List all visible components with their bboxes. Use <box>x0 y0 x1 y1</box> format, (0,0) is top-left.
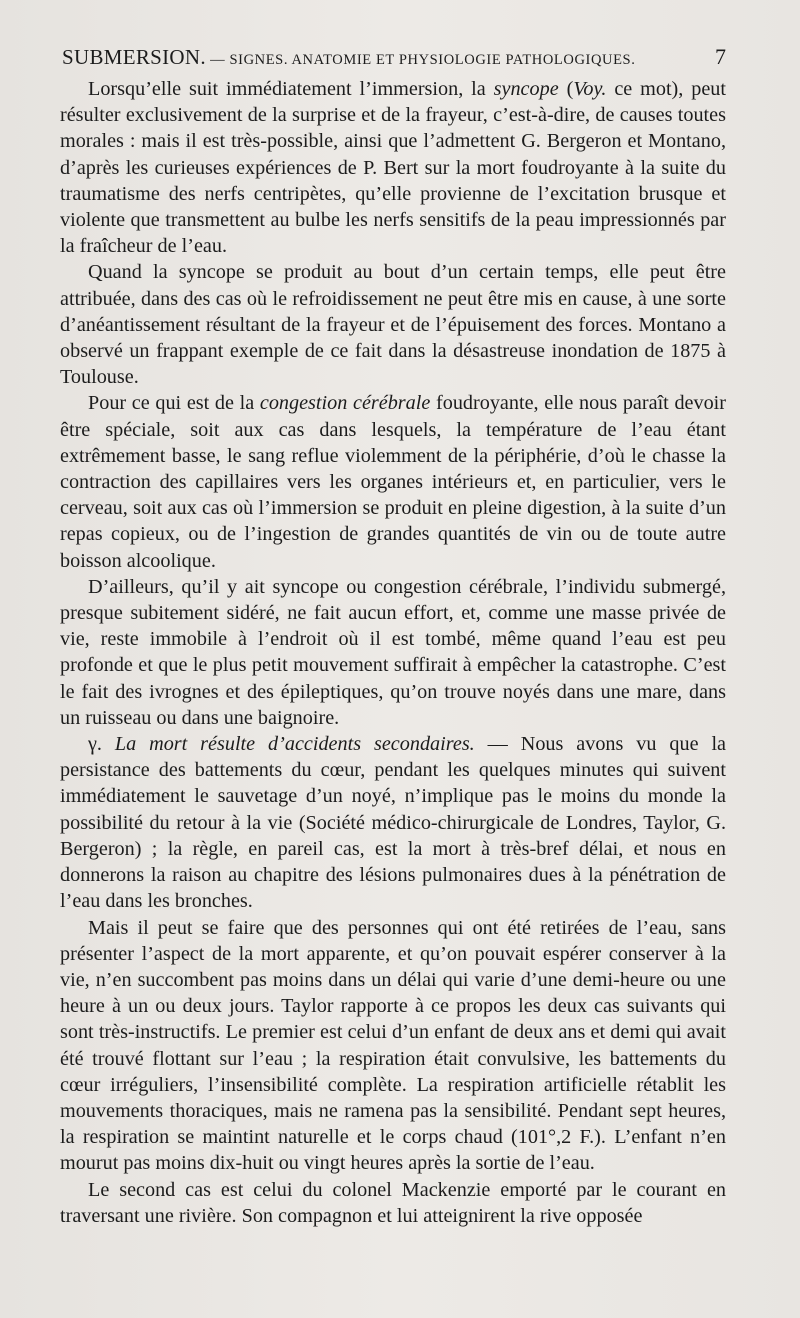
text-run: — Nous avons vu que la persistance des battements du cœur, pendant les quelques minutes qui suivent immédiatement le sauvetage d’un noyé, n’implique pas le moins du monde la possibilité du retour à la vie (Société médico-chirurgicale de Londres, Taylor, G. Bergeron) ; la règle, en pareil cas, est la mort à très-bref délai, et nous en donnerons la raison au chapitre des lésions pulmonaires dues à la pénétration de l’eau dans les bronches. <box>60 733 727 913</box>
paragraph <box>60 731 726 914</box>
italic-text: congestion cérébrale <box>259 392 431 415</box>
text-run: foudroyante, elle nous paraît devoir être spéciale, soit aux cas dans lesquels, la température de l’eau étant extrêmement basse, le sang reflue violemment de la périphérie, d’où le chasse la contraction des capillaires vers les organes intérieurs et, en particulier, vers le cerveau, soit aux cas où l’immersion se produit en pleine digestion, à la suite d’un repas copieux, ou de l’ingestion de grandes quantités de vin ou de toute autre boisson alcoolique. <box>60 392 727 572</box>
italic-text: La mort résulte d’accidents secondaires. <box>114 733 475 756</box>
paragraph <box>60 574 726 731</box>
text-run: Quand la syncope se produit au bout d’un certain temps, elle peut être attribuée, dans des cas où le refroidissement ne peut être mis en cause, à une sorte d’anéantissement résultant de la frayeur et de l’épuisement des forces. Montano a observé un frappant exemple de ce fait dans la désastreuse inondation de 1875 à Toulouse. <box>60 261 726 389</box>
text-run: ce mot), peut résulter exclusivement de la surprise et de la frayeur, c’est-à-dire, de causes toutes morales : mais il est très-possible, ainsi que l’admettent G. Bergeron et Montano, d’après les curieuses expériences de P. Bert sur la mort foudroyante à la suite du traumatisme des nerfs centripètes, qu’elle provienne de l’excitation brusque et violente que transmettent au bulbe les nerfs sensitifs de la peau impressionnés par la fraîcheur de l’eau. <box>60 78 726 258</box>
paragraph <box>60 390 726 573</box>
paragraph <box>60 259 726 390</box>
running-title <box>62 45 635 70</box>
text-run: ( <box>558 78 574 100</box>
body-text <box>60 76 726 1229</box>
italic-text: syncope <box>493 78 559 100</box>
text-run: D’ailleurs, qu’il y ait syncope ou congestion cérébrale, l’individu submergé, presque subitement sidéré, ne fait aucun effort, et, comme une masse privée de vie, reste immobile à l’endroit où il est tombé, même quand l’eau est peu profonde et que le plus petit mouvement suffirait à empêcher la catastrophe. C’est le fait des ivrognes et des épileptiques, qu’on trouve noyés dans une mare, dans un ruisseau ou dans une baignoire. <box>60 575 726 729</box>
paragraph <box>60 1177 726 1229</box>
text-run: Mais il peut se faire que des personnes qui ont été retirées de l’eau, sans présenter l’aspect de la mort apparente, et qu’on pouvait espérer conserver à la vie, n’en succombent pas moins dans un délai qui varie d’une demi-heure ou une heure à un ou deux jours. Taylor rapporte à ce propos les deux cas suivants qui sont très-instructifs. Le premier est celui d’un enfant de deux ans et demi qui avait été trouvé flottant sur l’eau ; la respiration était convulsive, les battements du cœur irréguliers, l’insensibilité complète. La respiration artificielle rétablit les mouvements thoraciques, mais ne ramena pas la sensibilité. Pendant sept heures, la respiration se maintint naturelle et le corps chaud (101°,2 F.). L’enfant n’en mourut pas moins dix-huit ou vingt heures après la sortie de l’eau. <box>60 916 726 1175</box>
running-title-main: SUBMERSION. <box>62 45 206 69</box>
paragraph <box>60 76 726 259</box>
running-title-sub: — SIGNES. ANATOMIE ET PHYSIOLOGIE PATHOLOGIQUES. <box>205 52 636 68</box>
text-run: Lorsqu’elle suit immédiatement l’immersion, la <box>88 78 494 100</box>
italic-text: Voy. <box>573 78 607 100</box>
text-run: Le second cas est celui du colonel Mackenzie emporté par le courant en traversant une rivière. Son compagnon et lui atteignirent la rive opposée <box>60 1178 726 1227</box>
paragraph <box>60 915 726 1177</box>
running-header <box>62 44 726 74</box>
text-run: Pour ce qui est de la <box>88 392 260 415</box>
text-run: γ. <box>88 733 115 756</box>
page-number: 7 <box>715 44 726 69</box>
